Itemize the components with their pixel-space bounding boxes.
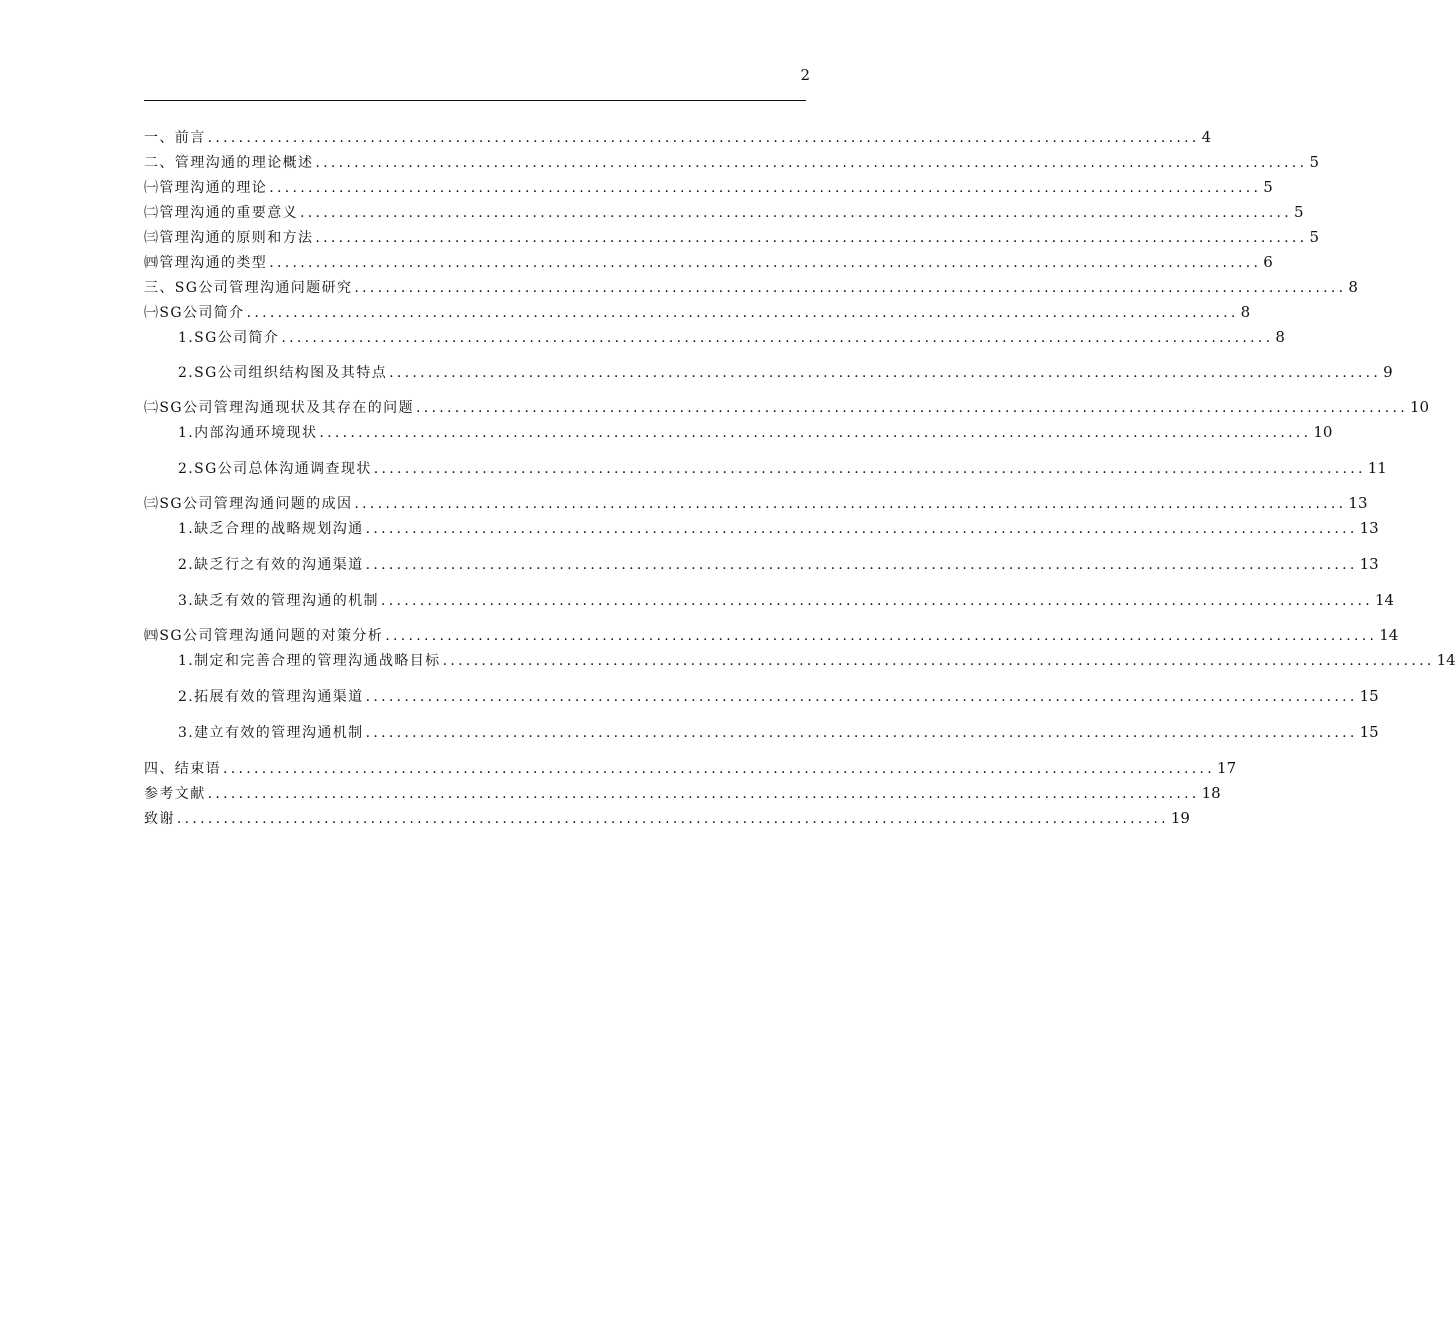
toc-leader-dots: ................................................................................................................................ <box>373 461 1366 477</box>
toc-entry-label: 参考文献 <box>144 786 206 802</box>
toc-leader-dots: ................................................................................................................................ <box>269 180 1262 196</box>
toc-leader-dots: ................................................................................................................................ <box>389 365 1382 381</box>
toc-entry[interactable] <box>144 397 1430 419</box>
toc-entry-page: 11 <box>1367 459 1387 477</box>
toc-entry-label: 1.制定和完善合理的管理沟通战略目标 <box>178 653 441 669</box>
toc-entry-label: 1.SG公司简介 <box>178 330 280 346</box>
toc-entry-page: 5 <box>1309 228 1319 246</box>
toc-entry-label: 2.SG公司总体沟通调查现状 <box>178 461 372 477</box>
toc-leader-dots: ................................................................................................................................ <box>176 811 1169 827</box>
toc-entry-label: 3.缺乏有效的管理沟通的机制 <box>178 593 379 609</box>
toc-entry-page: 14 <box>1375 591 1395 609</box>
toc-leader-dots: ................................................................................................................................ <box>365 725 1358 741</box>
toc-entry-label: ㈡管理沟通的重要意义 <box>144 205 298 221</box>
toc-entry-label: 二、管理沟通的理论概述 <box>144 155 314 171</box>
toc-entry-page: 15 <box>1359 687 1379 705</box>
toc-entry-page: 15 <box>1359 723 1379 741</box>
toc-leader-dots: ................................................................................................................................ <box>365 557 1358 573</box>
toc-leader-dots: ................................................................................................................................ <box>315 155 1308 171</box>
toc-entry-page: 19 <box>1170 809 1190 827</box>
toc-entry-page: 18 <box>1201 784 1221 802</box>
toc-entry-label: 3.建立有效的管理沟通机制 <box>178 725 364 741</box>
toc-leader-dots: ................................................................................................................................ <box>354 496 1347 512</box>
toc-entry-label: ㈠SG公司简介 <box>144 305 245 321</box>
toc-entry[interactable] <box>178 362 1393 384</box>
toc-leader-dots: ................................................................................................................................ <box>207 786 1200 802</box>
toc-entry-page: 10 <box>1410 398 1430 416</box>
toc-leader-dots: ................................................................................................................................ <box>365 521 1358 537</box>
page-number: 2 <box>800 66 810 84</box>
toc-entry-label: ㈢SG公司管理沟通问题的成因 <box>144 496 353 512</box>
toc-entry[interactable] <box>144 758 1237 780</box>
toc-leader-dots: ................................................................................................................................ <box>246 305 1239 321</box>
toc-entry[interactable] <box>144 625 1399 647</box>
toc-leader-dots: ................................................................................................................................ <box>354 280 1347 296</box>
toc-leader-dots: ................................................................................................................................ <box>415 400 1409 416</box>
toc-entry-label: 一、前言 <box>144 130 206 146</box>
toc-entry-label: 1.内部沟通环境现状 <box>178 425 318 441</box>
toc-entry-label: ㈣SG公司管理沟通问题的对策分析 <box>144 628 384 644</box>
toc-leader-dots: ................................................................................................................................ <box>365 689 1358 705</box>
toc-entry-label: 2.缺乏行之有效的沟通渠道 <box>178 557 364 573</box>
toc-entry[interactable] <box>144 252 1273 274</box>
toc-entry[interactable] <box>178 518 1379 540</box>
toc-entry[interactable] <box>144 302 1251 324</box>
toc-entry[interactable] <box>178 590 1395 612</box>
toc-leader-dots: ................................................................................................................................ <box>380 593 1373 609</box>
toc-entry-page: 17 <box>1217 759 1237 777</box>
toc-entry-label: 四、结束语 <box>144 761 221 777</box>
toc-entry[interactable] <box>144 152 1319 174</box>
toc-entry-page: 5 <box>1263 178 1273 196</box>
toc-entry-page: 14 <box>1436 651 1456 669</box>
toc-entry-label: ㈡SG公司管理沟通现状及其存在的问题 <box>144 400 414 416</box>
toc-leader-dots: ................................................................................................................................ <box>269 255 1262 271</box>
toc-leader-dots: ................................................................................................................................ <box>300 205 1293 221</box>
toc-entry-page: 13 <box>1348 494 1368 512</box>
toc-entry[interactable] <box>144 808 1190 830</box>
toc-entry[interactable] <box>144 277 1358 299</box>
toc-entry-page: 4 <box>1201 128 1212 146</box>
toc-leader-dots: ................................................................................................................................ <box>207 130 1200 146</box>
toc-entry-label: 2.拓展有效的管理沟通渠道 <box>178 689 364 705</box>
toc-entry-label: 2.SG公司组织结构图及其特点 <box>178 365 388 381</box>
toc-entry-label: 1.缺乏合理的战略规划沟通 <box>178 521 364 537</box>
toc-entry[interactable] <box>178 554 1379 576</box>
toc-entry[interactable] <box>144 202 1304 224</box>
toc-entry-page: 13 <box>1359 519 1379 537</box>
toc-entry[interactable] <box>178 722 1379 744</box>
toc-entry-page: 9 <box>1383 363 1393 381</box>
toc-entry[interactable] <box>144 493 1368 515</box>
toc-entry[interactable] <box>144 177 1273 199</box>
toc-entry-page: 8 <box>1240 303 1251 321</box>
toc-entry-page: 6 <box>1263 253 1273 271</box>
toc-entry[interactable] <box>144 783 1221 805</box>
toc-entry-label: 三、SG公司管理沟通问题研究 <box>144 280 353 296</box>
toc-leader-dots: ................................................................................................................................ <box>319 425 1312 441</box>
toc-entry-page: 13 <box>1359 555 1379 573</box>
toc-entry[interactable] <box>144 127 1212 149</box>
toc-leader-dots: ................................................................................................................................ <box>385 628 1378 644</box>
toc-entry[interactable] <box>178 686 1379 708</box>
toc-entry-label: ㈣管理沟通的类型 <box>144 255 268 271</box>
toc-leader-dots: ................................................................................................................................ <box>315 230 1308 246</box>
toc-entry-page: 10 <box>1313 423 1333 441</box>
toc-leader-dots: ................................................................................................................................ <box>281 330 1274 346</box>
toc-entry[interactable] <box>178 327 1285 349</box>
toc-leader-dots: ................................................................................................................................ <box>442 653 1435 669</box>
toc-entry-page: 5 <box>1309 153 1319 171</box>
toc-entry[interactable] <box>178 422 1333 444</box>
toc-entry-label: ㈠管理沟通的理论 <box>144 180 268 196</box>
toc-entry-page: 8 <box>1275 328 1285 346</box>
toc-entry[interactable] <box>144 227 1319 249</box>
toc-entry[interactable] <box>178 458 1387 480</box>
toc-entry-label: 致谢 <box>144 811 175 827</box>
toc-leader-dots: ................................................................................................................................ <box>223 761 1216 777</box>
toc-entry-label: ㈢管理沟通的原则和方法 <box>144 230 314 246</box>
toc-entry[interactable] <box>178 650 1456 672</box>
toc-entry-page: 8 <box>1348 278 1358 296</box>
toc-entry-page: 14 <box>1379 626 1399 644</box>
toc-entry-page: 5 <box>1294 203 1304 221</box>
